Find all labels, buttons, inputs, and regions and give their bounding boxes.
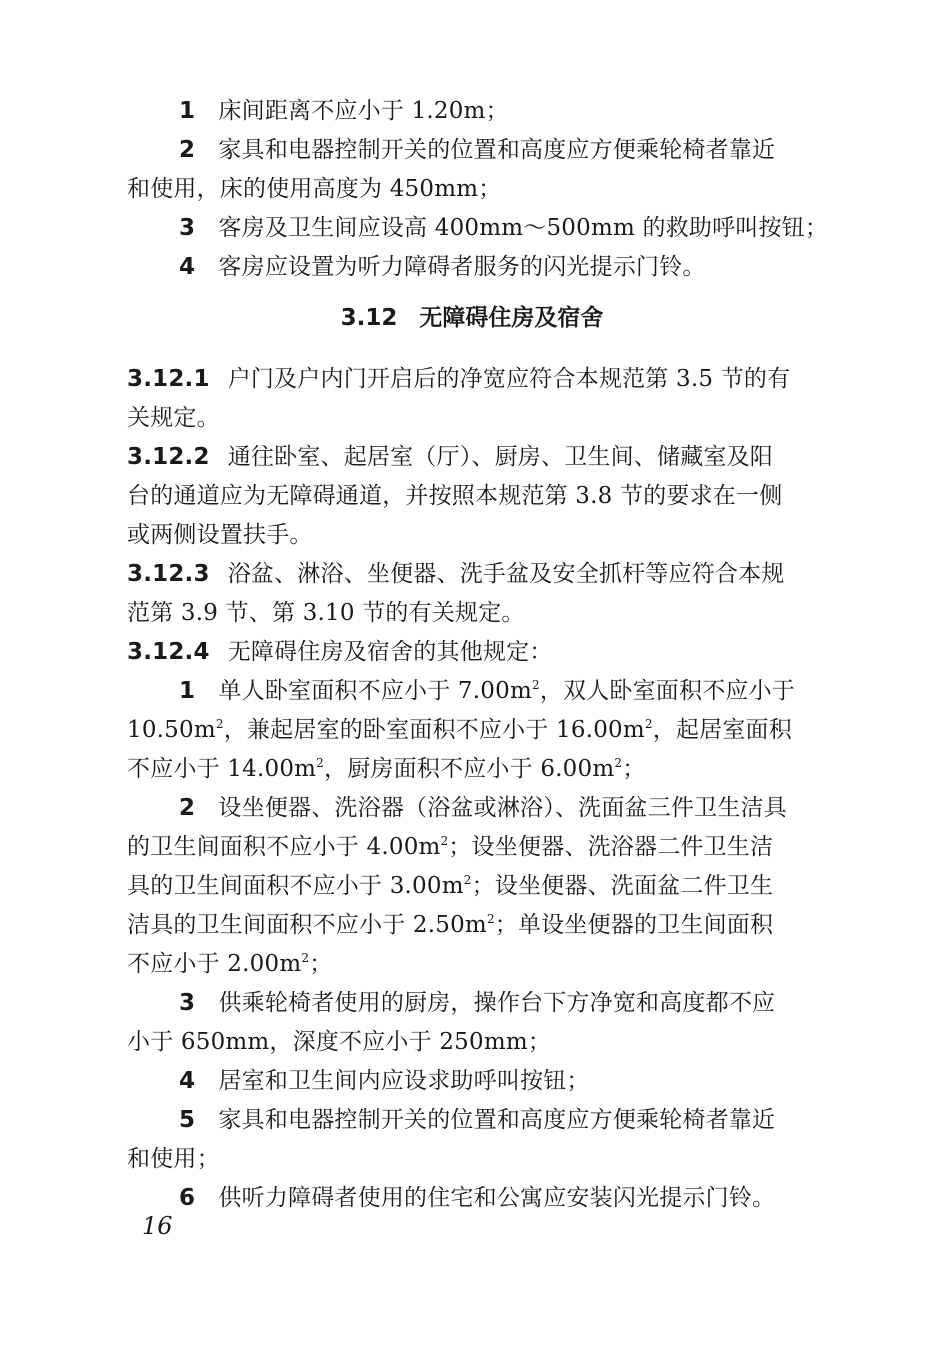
clause-text: 户门及户内门开启后的净宽应符合本规范第 3.5 节的有: [227, 366, 791, 392]
sub-item-line: [127, 789, 817, 828]
sub-item-number: 2: [179, 795, 196, 821]
clause-text: 台的通道应为无障碍通道，并按照本规范第 3.8 节的要求在一侧: [127, 483, 783, 509]
sub-item-text: 具的卫生间面积不应小于 $3.00m^2$；设坐便器、洗面盆二件卫生: [127, 873, 774, 899]
clause-line: [127, 633, 817, 672]
top-items-list: [127, 92, 829, 287]
clause-number: 3.12.3: [127, 561, 210, 587]
sub-item-text: 的卫生间面积不应小于 $4.00m^2$；设坐便器、洗浴器二件卫生洁: [127, 834, 774, 860]
sub-item-text: $10.50m^2$，兼起居室的卧室面积不应小于 $16.00m^2$，起居室面积: [127, 717, 792, 743]
clause-line: [127, 555, 817, 594]
clause-text: 通往卧室、起居室（厅）、厨房、卫生间、储藏室及阳: [227, 444, 774, 470]
page-number: 16: [142, 1212, 173, 1240]
sub-item-line: [127, 711, 817, 750]
sub-item-text: 供听力障碍者使用的住宅和公寓应安装闪光提示门铃。: [218, 1185, 776, 1211]
sub-item-line: [127, 672, 817, 711]
list-item-number: 3: [179, 215, 196, 241]
clause-line: [127, 516, 817, 555]
sub-item-line: [127, 906, 817, 945]
sub-item-line: [127, 1179, 817, 1218]
sub-item-line: [127, 1101, 817, 1140]
clause-text: 关规定。: [127, 405, 220, 431]
list-item-text: 和使用，床的使用高度为 450mm；: [127, 176, 502, 202]
list-item-line: [127, 131, 817, 170]
clause-text: 或两侧设置扶手。: [127, 522, 313, 548]
list-item-line: [127, 248, 817, 287]
sub-item-text: 家具和电器控制开关的位置和高度应方便乘轮椅者靠近: [218, 1107, 776, 1133]
sub-item-text: 设坐便器、洗浴器（浴盆或淋浴）、洗面盆三件卫生洁具: [218, 795, 787, 821]
sub-item-text: 和使用；: [127, 1146, 220, 1172]
clause-line: [127, 594, 817, 633]
list-item-text: 客房应设置为听力障碍者服务的闪光提示门铃。: [218, 254, 706, 280]
sub-item-text: 洁具的卫生间面积不应小于 $2.50m^2$；单设坐便器的卫生间面积: [127, 912, 774, 938]
list-item-line: [127, 209, 829, 248]
clause-line: [127, 399, 817, 438]
clause-number: 3.12.4: [127, 639, 210, 665]
list-item-line: [127, 170, 817, 209]
sub-item-line: [127, 1062, 817, 1101]
sub-item-text: 不应小于 $14.00m^2$，厨房面积不应小于 $6.00m^2$；: [127, 756, 646, 782]
sub-item-line: [127, 828, 817, 867]
clause-line: [127, 360, 817, 399]
section-number: 3.12: [340, 305, 398, 331]
sub-item-line: [127, 750, 817, 789]
sub-item-text: 供乘轮椅者使用的厨房，操作台下方净宽和高度都不应: [218, 990, 776, 1016]
sub-item-text: 小于 650mm，深度不应小于 250mm；: [127, 1029, 552, 1055]
sub-item-number: 4: [179, 1068, 196, 1094]
sub-item-line: [127, 1140, 817, 1179]
sub-item-text: 居室和卫生间内应设求助呼叫按钮；: [218, 1068, 590, 1094]
section-heading: [127, 299, 817, 338]
sub-item-line: [127, 867, 817, 906]
sub-item-text: 单人卧室面积不应小于 $7.00m^2$，双人卧室面积不应小于: [218, 678, 796, 704]
list-item-number: 2: [179, 137, 196, 163]
sub-item-line: [127, 945, 817, 984]
section-title: 无障碍住房及宿舍: [419, 305, 604, 331]
sub-item-number: 6: [179, 1185, 196, 1211]
clause-text: 浴盆、淋浴、坐便器、洗手盆及安全抓杆等应符合本规: [227, 561, 785, 587]
sub-item-line: [127, 984, 817, 1023]
sub-item-number: 1: [179, 678, 196, 704]
clause-line: [127, 477, 817, 516]
list-item-line: [127, 92, 817, 131]
sub-item-number: 5: [179, 1107, 196, 1133]
list-item-text: 床间距离不应小于 1.20m；: [218, 98, 509, 124]
clause-text: 无障碍住房及宿舍的其他规定：: [227, 639, 553, 665]
list-item-text: 家具和电器控制开关的位置和高度应方便乘轮椅者靠近: [218, 137, 776, 163]
clause-number: 3.12.2: [127, 444, 210, 470]
clauses-list: [127, 360, 817, 672]
sub-items-list: [127, 672, 817, 1218]
clause-line: [127, 438, 817, 477]
list-item-text: 客房及卫生间应设高 400mm～500mm 的救助呼叫按钮；: [218, 215, 829, 241]
list-item-number: 1: [179, 98, 196, 124]
sub-item-text: 不应小于 $2.00m^2$；: [127, 951, 333, 977]
sub-item-line: [127, 1023, 817, 1062]
list-item-number: 4: [179, 254, 196, 280]
sub-item-number: 3: [179, 990, 196, 1016]
clause-text: 范第 3.9 节、第 3.10 节的有关规定。: [127, 600, 525, 626]
page-content: [127, 92, 829, 1218]
clause-number: 3.12.1: [127, 366, 210, 392]
